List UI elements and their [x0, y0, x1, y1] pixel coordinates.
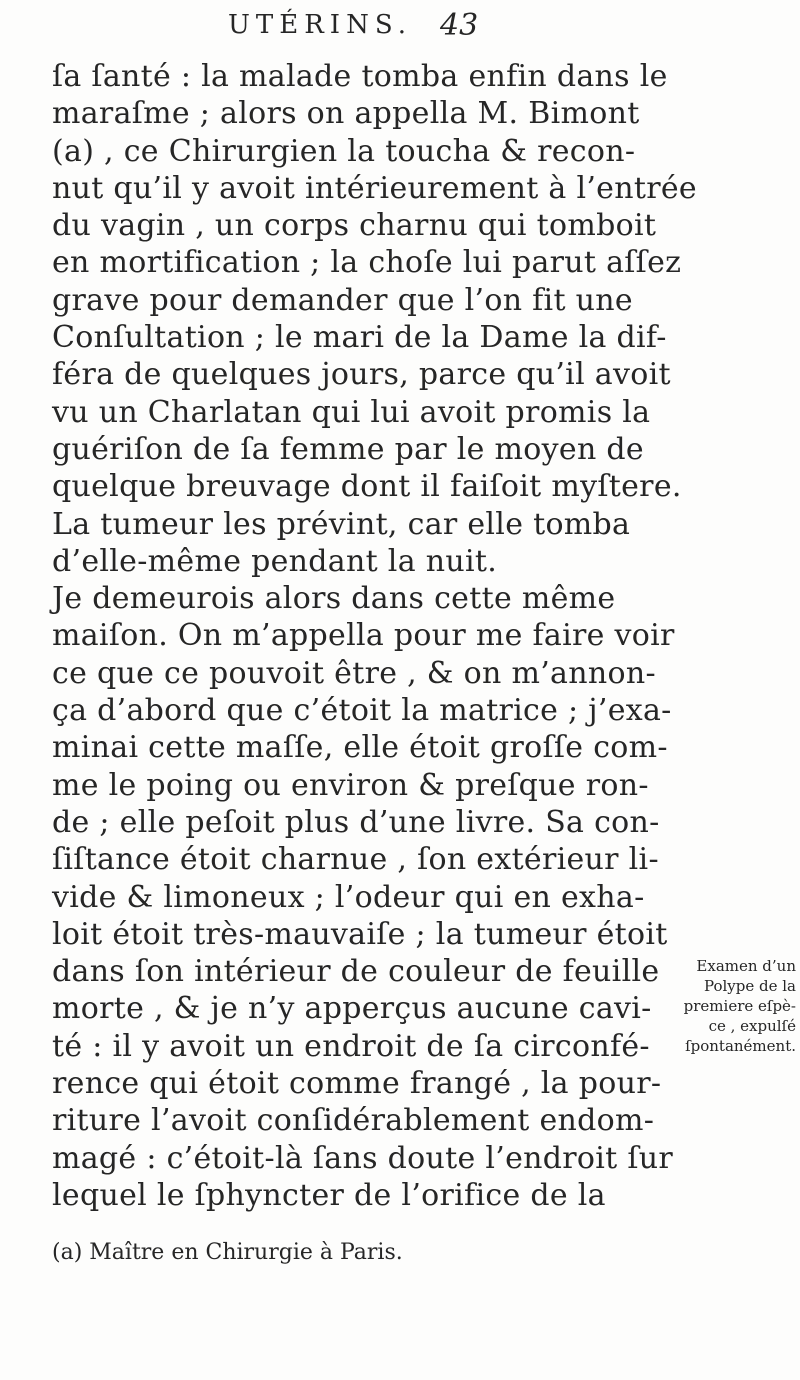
- text-line: té : il y avoit un endroit de ſa circonfé-: [52, 1028, 650, 1064]
- text-line: vu un Charlatan qui lui avoit promis la: [52, 394, 651, 430]
- text-line: guériſon de ſa femme par le moyen de: [52, 431, 644, 467]
- text-line: grave pour demander que l’on fit une: [52, 282, 633, 318]
- text-line: ça d’abord que c’étoit la matrice ; j’exa-: [52, 693, 672, 729]
- text-line: ce que ce pouvoit être , & on m’annon-: [52, 655, 656, 691]
- text-line: maraſme ; alors on appella M. Bimont: [52, 96, 640, 132]
- text-line: minai cette maſſe, elle étoit groſſe com-: [52, 730, 668, 766]
- text-line: Conſultation ; le mari de la Dame la dif-: [52, 320, 667, 356]
- text-line: morte , & je n’y apperçus aucune cavi-: [52, 991, 652, 1027]
- text-line: loit étoit très-mauvaiſe ; la tumeur étoit: [52, 916, 668, 952]
- text-line: La tumeur les prévint, car elle tomba: [52, 506, 631, 542]
- text-line: riture l’avoit conſidérablement endom-: [52, 1103, 655, 1139]
- text-line: dans ſon intérieur de couleur de feuille: [52, 954, 660, 990]
- running-head: [0, 8, 800, 48]
- text-line: féra de quelques jours, parce qu’il avoit: [52, 357, 671, 393]
- margin-note-line: Polype de la: [703, 977, 796, 995]
- text-line: nut qu’il y avoit intérieurement à l’entrée: [52, 170, 697, 206]
- body-text: [52, 58, 697, 1214]
- margin-note-line: Examen d’un: [696, 957, 796, 975]
- text-line: ſa ſanté : la malade tomba enfin dans le: [52, 59, 668, 94]
- text-line: d’elle-même pendant la nuit.: [52, 543, 498, 579]
- margin-note-line: premiere eſpè-: [683, 997, 796, 1015]
- footnote: (a) Maître en Chirurgie à Paris.: [52, 1240, 403, 1265]
- text-line: en mortification ; la choſe lui parut aſſez: [52, 245, 682, 281]
- text-line: maiſon. On m’appella pour me faire voir: [52, 618, 675, 654]
- text-line: quelque breuvage dont il faiſoit myſtere.: [52, 469, 682, 505]
- text-line: (a) , ce Chirurgien la toucha & recon-: [52, 133, 636, 169]
- text-line: de ; elle peſoit plus d’une livre. Sa con-: [52, 804, 660, 840]
- text-line: vide & limoneux ; l’odeur qui en exha-: [52, 879, 645, 915]
- margin-note: [678, 956, 796, 1056]
- text-line: rence qui étoit comme frangé , la pour-: [52, 1066, 662, 1102]
- text-line: Je demeurois alors dans cette même: [52, 581, 616, 617]
- text-line: lequel le ſphyncter de l’orifice de la: [52, 1177, 606, 1213]
- page-number: 43: [440, 8, 479, 43]
- text-line: ſiſtance étoit charnue , ſon extérieur li-: [52, 842, 659, 878]
- margin-note-line: ce , expulſé: [708, 1017, 796, 1035]
- text-line: du vagin , un corps charnu qui tomboit: [52, 208, 657, 244]
- text-line: magé : c’étoit-là ſans doute l’endroit ſur: [52, 1140, 674, 1176]
- text-line: me le poing ou environ & preſque ron-: [52, 767, 649, 803]
- running-title: UTÉRINS.: [228, 10, 412, 40]
- margin-note-line: ſpontanément.: [685, 1037, 796, 1055]
